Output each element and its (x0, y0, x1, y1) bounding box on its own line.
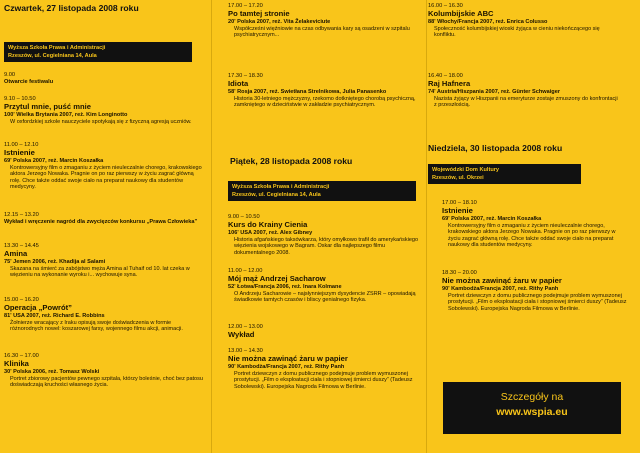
event-title: Wykład (228, 330, 255, 339)
event-description: Historia 30-letniego mężczyzny, rzekomo dotkniętego chorobą psychiczną, zamkniętego w dzieciństwie w zakładzie psychiatrycznym. (234, 95, 416, 109)
event-item (228, 214, 420, 256)
event-item (4, 96, 204, 125)
event-description: Kontrowersyjny film o zmaganiu z życiem nieuleczalnie chorego, krakowskiego aktora Jerzego Nowaka. Pragnie on po raz pierwszy w życiu zagrać główną rolę. Chce także oddać swoje ciało na preparat naukowy dla studentów medycyny. (448, 222, 616, 249)
event-description: Portret zbiorowy pacjentów pewnego szpitala, którzy boleśnie, choć bez patosu doświadczają kruchości własnego życia. (10, 375, 203, 389)
event-item (4, 243, 204, 279)
event-title: Mój mąż Andrzej Sacharow (228, 274, 326, 283)
event-time: 12.00 – 13.00 (228, 324, 263, 330)
event-title: Wykład i wręczenie nagród dla zwycięzców konkursu „Prawa Człowieka” (4, 219, 198, 225)
event-description: W oxfordzkiej szkole nauczyciele spotykają się z fizyczną agresją uczniów. (10, 118, 192, 125)
event-title: Kurs do Krainy Cienia (228, 220, 308, 229)
venue-address: Rzeszów, ul. Cegielniana 14, Aula (8, 53, 97, 59)
info-label: Szczegóły na (500, 391, 564, 403)
event-meta: 69' Polska 2007, reż. Marcin Koszałka (4, 157, 104, 164)
event-description: O Andrzeju Sacharowie – najsłynniejszym dysydencie ZSRR – opowiadają świadkowie tamtych czasów i bliscy genialnego fizyka. (234, 290, 416, 304)
day-header-thursday: Czwartek, 27 listopada 2008 roku (4, 3, 139, 13)
event-title: Istnienie (442, 206, 473, 215)
event-meta: 75' Jemen 2006, reż. Khadija al Salami (4, 258, 106, 265)
venue-box-sunday (428, 164, 581, 184)
event-title: Otwarcie festiwalu (4, 79, 54, 85)
event-meta: 88' Włochy/Francja 2007, reż. Enrica Colusso (428, 18, 548, 25)
venue-name: Wyższa Szkoła Prawa i Administracji (8, 45, 106, 51)
day-header-friday: Piątek, 28 listopada 2008 roku (230, 156, 353, 166)
event-item (4, 212, 204, 226)
event-time: 17.00 – 18.10 (442, 200, 477, 206)
page-fold-right (426, 0, 427, 453)
event-time: 12.15 – 13.20 (4, 212, 39, 218)
venue-address: Rzeszów, ul. Cegielniana 14, Aula (232, 192, 321, 198)
event-meta: 90' Kambodża/Francja 2007, reż. Rithy Panh (442, 285, 559, 292)
venue-box-friday (228, 181, 416, 201)
event-time: 9.00 – 10.50 (228, 214, 260, 220)
event-description: Nazista żyjący w Hiszpanii na emeryturze zostaje zmuszony do konfrontacji z przeszłością. (434, 95, 618, 109)
event-title: Istnienie (4, 148, 35, 157)
event-meta: 30' Polska 2006, reż. Tomasz Wolski (4, 368, 100, 375)
event-time: 16.40 – 18.00 (428, 73, 463, 79)
event-description: Portret dziewczyn z domu publicznego podejmuje problem wymuszonej prostytucji. „Film o eksploatacji ciała i stopniowej śmierci duszy” (Tadeusz Sobolewski). Europejska Nagroda Filmowa w Berlinie. (448, 292, 627, 312)
event-title: Amina (4, 249, 28, 258)
event-title: Przytul mnie, puść mnie (4, 102, 91, 111)
event-meta: 106' USA 2007, reż. Alex Gibney (228, 229, 313, 236)
event-meta: 20' Polska 2007, reż. Vita Želakeviciute (228, 18, 331, 25)
event-item (228, 268, 420, 304)
event-description: Portret dziewczyn z domu publicznego podejmuje problem wymuszonej prostytucji. „Film o eksploatacji ciała i stopniowej śmierci duszy” (Tadeusz Sobolewski). Europejska Nagroda Filmowa w Berlinie. (234, 370, 413, 390)
event-time: 15.00 – 16.20 (4, 297, 39, 303)
event-meta: 81' USA 2007, reż. Richard E. Robbins (4, 312, 105, 319)
event-item (442, 270, 628, 312)
event-time: 17.00 – 17.20 (228, 3, 263, 9)
event-title: Raj Hafnera (428, 79, 471, 88)
website-link[interactable]: www.wspia.eu (496, 406, 568, 418)
event-description: Historia afgańskiego taksówkarza, który omyłkowo trafił do amerykańskiego więzienia wojskowego w Bagram. Oskar dla najlepszego filmu dokumentalnego 2008. (234, 236, 419, 256)
event-time: 16.30 – 17.00 (4, 353, 39, 359)
event-item (4, 142, 204, 191)
event-title: Po tamtej stronie (228, 9, 290, 18)
event-time: 13.30 – 14.45 (4, 243, 39, 249)
event-title: Nie można zawinąć żaru w papier (228, 354, 348, 363)
venue-name: Wojewódzki Dom Kultury (432, 167, 500, 173)
event-time: 13.00 – 14.30 (228, 348, 263, 354)
event-title: Operacja „Powrót” (4, 303, 72, 312)
event-description: Kontrowersyjny film o zmaganiu z życiem nieuleczalnie chorego, krakowskiego aktora Jerzego Nowaka. Pragnie on po raz pierwszy w życiu zagrać główną rolę. Chce także oddać swoje ciało na preparat naukowy dla studentów medycyny. (10, 164, 202, 191)
event-description: Współcześni więźniowie na czas odbywania kary są osadzeni w szpitalu psychiatrycznym... (234, 25, 410, 39)
event-item (428, 3, 618, 39)
event-meta: 52' Łotwa/Francja 2006, reż. Inara Kolmane (228, 283, 342, 290)
event-item (4, 72, 204, 86)
website-info-box (443, 382, 621, 434)
event-meta: 74' Austria/Hiszpania 2007, reż. Günter Schwaiger (428, 88, 561, 95)
event-title: Kolumbijskie ABC (428, 9, 494, 18)
event-item (228, 324, 420, 340)
event-description: Skazana na śmierć za zabójstwo męża Amina al Tuhaif od 10. lat czeka w więzieniu na wykonanie wyroku i... wychowuje syna. (10, 265, 190, 279)
event-description: Społeczność kolumbijskiej wioski żyjąca w cieniu niekończącego się konfliktu. (434, 25, 600, 39)
event-time: 18.30 – 20.00 (442, 270, 477, 276)
event-item (228, 3, 420, 39)
event-title: Idiota (228, 79, 249, 88)
venue-address: Rzeszów, ul. Okrzei (432, 175, 484, 181)
event-time: 17.30 – 18.30 (228, 73, 263, 79)
event-title: Klinika (4, 359, 29, 368)
event-item (228, 348, 420, 390)
event-time: 16.00 – 16.30 (428, 3, 463, 9)
event-item (4, 297, 204, 333)
event-item (228, 73, 420, 109)
venue-name: Wyższa Szkoła Prawa i Administracji (232, 184, 330, 190)
event-meta: 90' Kambodża/Francja 2007, reż. Rithy Panh (228, 363, 345, 370)
event-item (442, 200, 628, 249)
event-meta: 58' Rosja 2007, reż. Swietłana Strelnikowa, Julia Panasenko (228, 88, 387, 95)
event-time: 9.00 (4, 72, 16, 78)
event-item (428, 73, 618, 109)
event-time: 9.10 – 10.50 (4, 96, 36, 102)
event-title: Nie można zawinąć żaru w papier (442, 276, 562, 285)
event-meta: 100' Wielka Brytania 2007, reż. Kim Longinotto (4, 111, 128, 118)
day-header-sunday: Niedziela, 30 listopada 2008 roku (428, 143, 563, 153)
event-meta: 69' Polska 2007, reż. Marcin Koszałka (442, 215, 542, 222)
event-item (4, 353, 204, 389)
event-description: Żołnierze wracający z Iraku opisują swoje doświadczenia w formie różnorodnych nowel: koszarowej farsy, wojennego filmu akcji, animacji. (10, 319, 183, 333)
event-time: 11.00 – 12.10 (4, 142, 39, 148)
event-time: 11.00 – 12.00 (228, 268, 263, 274)
page-fold-left (211, 0, 212, 453)
venue-box-thursday (4, 42, 192, 62)
